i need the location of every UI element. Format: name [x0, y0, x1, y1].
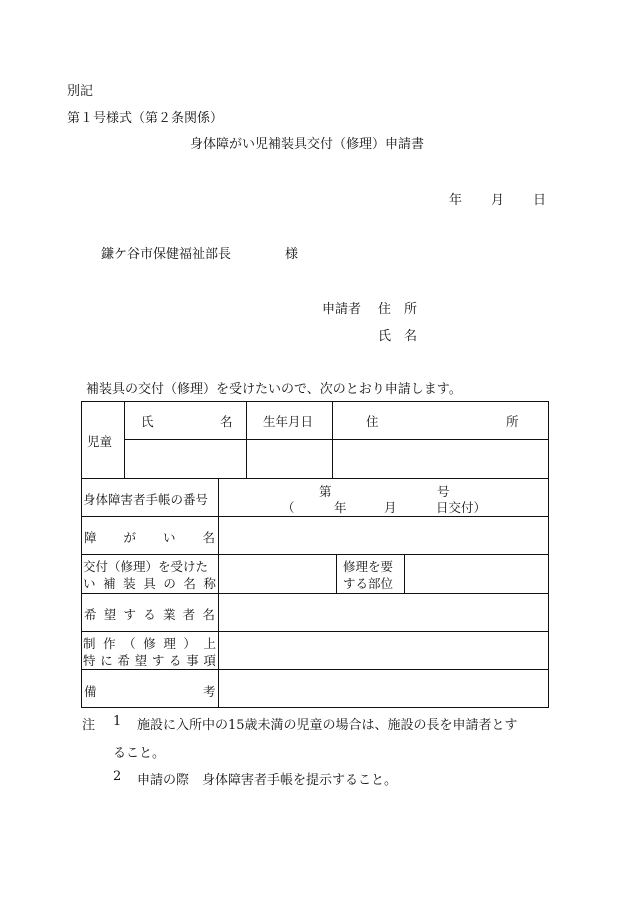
label-char: い: [162, 530, 176, 545]
label-char: る: [169, 653, 182, 668]
special-request-label-line1: [83, 634, 216, 652]
handbook-go: 号: [437, 484, 450, 499]
label-char: す: [123, 607, 136, 622]
applicant-label: 申請者: [322, 302, 362, 317]
device-name-label-line1: 交付（修理）を受けた: [83, 559, 209, 574]
remarks-label-a: 備: [84, 684, 97, 699]
handbook-month: 月: [384, 500, 397, 515]
label-char: 名: [183, 576, 196, 591]
note-2-number: 2: [113, 769, 122, 784]
addressee-name: 鎌ケ谷市保健福祉部長: [101, 247, 232, 262]
applicant-address-label: 住 所: [378, 302, 418, 317]
label-char: 希: [117, 653, 130, 668]
notes-label: 注: [82, 718, 96, 733]
child-birthdate-header: 生年月日: [263, 414, 314, 429]
repair-part-label-line1: 修理を要: [343, 559, 394, 574]
device-name-label-line2: [83, 574, 216, 592]
vendor-label: [84, 605, 215, 623]
date-day-label: 日: [533, 193, 547, 208]
label-char: に: [100, 653, 113, 668]
label-char: 名: [202, 530, 215, 545]
label-char: 望: [134, 653, 148, 668]
vendor-field[interactable]: [219, 594, 548, 630]
label-char: 障: [84, 530, 97, 545]
label-char: 作: [103, 636, 116, 651]
label-char: 修: [143, 636, 156, 651]
label-char: い: [83, 576, 96, 591]
label-char: 希: [84, 607, 97, 622]
device-name-field[interactable]: [219, 555, 335, 592]
label-char: 具: [143, 576, 156, 591]
appendix-label: 別記: [67, 84, 94, 99]
repair-part-label-line2: する部位: [343, 576, 394, 591]
label-char: 業: [162, 607, 176, 622]
applicant-name-label: 氏 名: [378, 329, 418, 344]
form-number: 第１号様式（第２条関係）: [67, 111, 224, 126]
label-char: 望: [103, 607, 117, 622]
intro-text: 補装具の交付（修理）を受けたいので、次のとおり申請します。: [86, 382, 462, 397]
child-label: 児童: [87, 434, 113, 449]
handbook-paren-open: （: [282, 500, 295, 515]
label-char: 事: [186, 653, 199, 668]
handbook-dai: 第: [319, 484, 332, 499]
addressee-honorific: 様: [285, 247, 299, 262]
child-address-header-b: 所: [506, 414, 519, 429]
label-char: が: [123, 530, 136, 545]
label-char: 称: [203, 576, 216, 591]
child-birthdate-field[interactable]: [247, 440, 331, 477]
special-request-field[interactable]: [219, 632, 548, 668]
handbook-issued: 日交付）: [436, 500, 487, 515]
label-char: （: [123, 636, 136, 651]
note-1-text-continued: ること。: [113, 746, 166, 761]
child-address-field[interactable]: [333, 440, 547, 477]
remarks-field[interactable]: [219, 670, 548, 706]
note-2-text: 申請の際 身体障害者手帳を提示すること。: [137, 773, 398, 788]
child-name-field[interactable]: [125, 440, 245, 477]
date-year-label: 年: [449, 193, 463, 208]
label-char: 理: [163, 636, 176, 651]
note-1-number: 1: [113, 714, 122, 729]
label-char: 項: [203, 653, 216, 668]
special-request-label-line2: [83, 651, 216, 669]
label-char: る: [143, 607, 156, 622]
label-char: 制: [83, 636, 96, 651]
label-char: 補: [103, 576, 116, 591]
child-name-header-b: 名: [220, 414, 233, 429]
child-address-header-a: 住: [366, 414, 379, 429]
handbook-number-label: 身体障害者手帳の番号: [83, 492, 209, 507]
date-month-label: 月: [491, 193, 505, 208]
label-char: 名: [202, 607, 215, 622]
remarks-label-b: 考: [203, 684, 216, 699]
application-table: [81, 401, 549, 708]
note-1-text: 施設に入所中の15歳未満の児童の場合は、施設の長を申請者とす: [137, 718, 518, 733]
label-char: 者: [182, 607, 196, 622]
page-title: 身体障がい児補装具交付（修理）申請書: [190, 137, 425, 152]
label-char: す: [151, 653, 165, 668]
handbook-year: 年: [334, 500, 347, 515]
disability-name-field[interactable]: [219, 517, 548, 553]
label-char: 上: [203, 636, 216, 651]
child-name-header-a: 氏: [141, 414, 154, 429]
disability-name-label: [84, 528, 215, 546]
label-char: 特: [83, 653, 96, 668]
label-char: ）: [183, 636, 196, 651]
repair-part-field[interactable]: [405, 555, 547, 592]
label-char: の: [163, 576, 176, 591]
label-char: 装: [123, 576, 136, 591]
